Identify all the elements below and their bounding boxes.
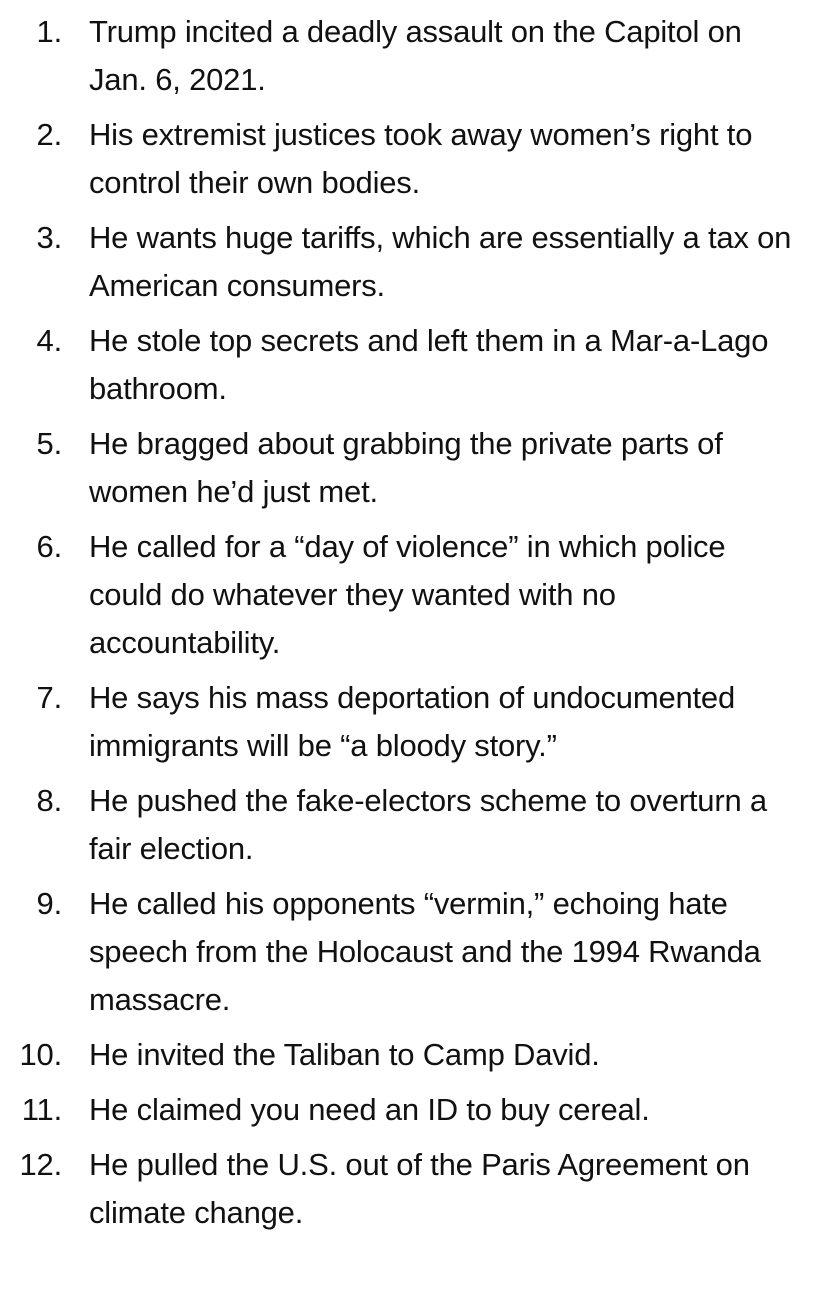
list-item [0, 880, 828, 1024]
item-text: Trump incited a deadly assault on the Capitol on Jan. 6, 2021. [89, 14, 742, 97]
item-text: He stole top secrets and left them in a Mar-a-Lago bathroom. [89, 323, 769, 406]
item-text: He says his mass deportation of undocumented immigrants will be “a bloody story.” [89, 680, 736, 763]
item-number: 10. [19, 1037, 62, 1072]
list-item [0, 111, 828, 207]
list-item [0, 317, 828, 413]
list-item [0, 214, 828, 310]
item-number: 6. [36, 529, 62, 564]
item-number: 4. [36, 323, 62, 358]
item-number: 8. [36, 783, 62, 818]
item-number: 3. [36, 220, 62, 255]
item-text: He bragged about grabbing the private parts of women he’d just met. [89, 426, 723, 509]
list-item [0, 8, 828, 104]
item-number: 9. [36, 886, 62, 921]
item-number: 2. [36, 117, 62, 152]
item-number: 11. [21, 1092, 62, 1127]
item-text: He called his opponents “vermin,” echoing hate speech from the Holocaust and the 1994 Rwanda massacre. [89, 886, 761, 1017]
list-item [0, 674, 828, 770]
numbered-list [0, 8, 828, 1244]
item-number: 5. [36, 426, 62, 461]
list-item [0, 777, 828, 873]
item-number: 12. [19, 1147, 62, 1182]
list-item [0, 523, 828, 667]
list-item [0, 420, 828, 516]
item-text: He invited the Taliban to Camp David. [89, 1037, 600, 1072]
item-text: He claimed you need an ID to buy cereal. [89, 1092, 650, 1127]
item-text: He wants huge tariffs, which are essentially a tax on American consumers. [89, 220, 792, 303]
item-text: He pushed the fake-electors scheme to overturn a fair election. [89, 783, 767, 866]
item-number: 7. [36, 680, 62, 715]
item-text: He pulled the U.S. out of the Paris Agreement on climate change. [89, 1147, 750, 1230]
list-item [0, 1141, 828, 1237]
list-item [0, 1031, 828, 1079]
item-number: 1. [36, 14, 62, 49]
item-text: His extremist justices took away women’s right to control their own bodies. [89, 117, 753, 200]
item-text: He called for a “day of violence” in which police could do whatever they wanted with no accountability. [89, 529, 726, 660]
list-item [0, 1086, 828, 1134]
